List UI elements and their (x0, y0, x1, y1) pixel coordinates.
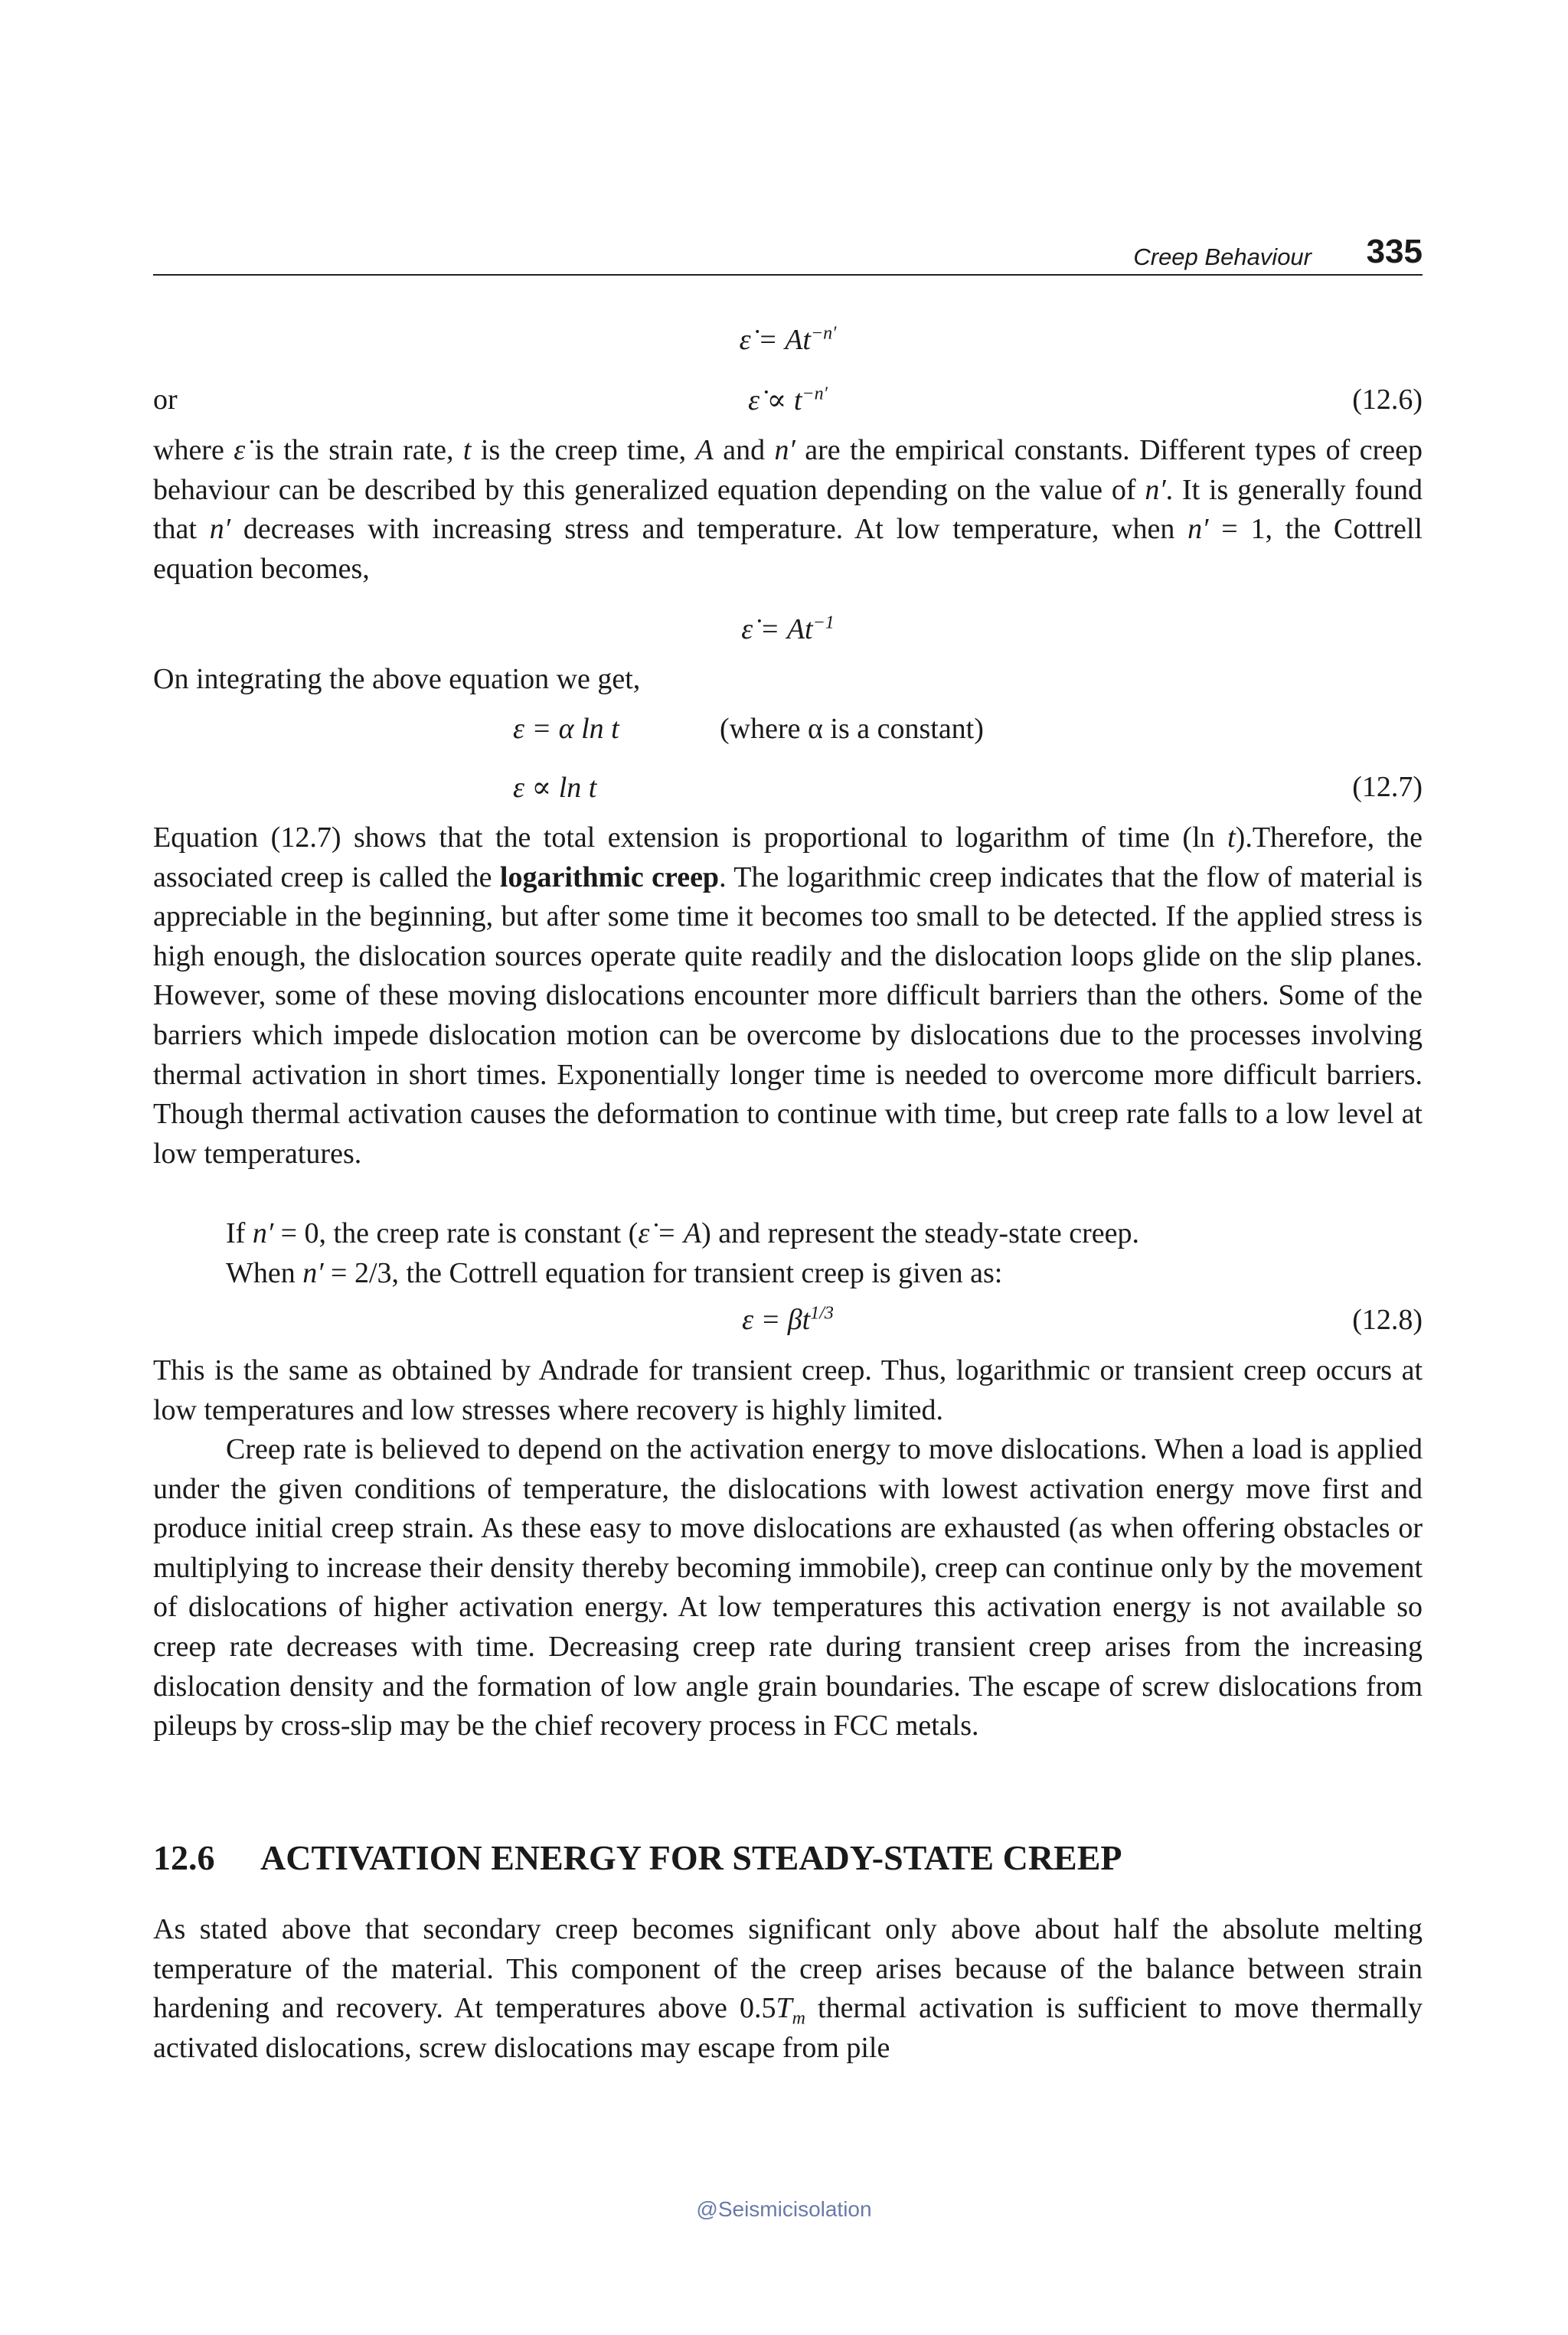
running-header (153, 230, 1423, 276)
section-heading (153, 1837, 1122, 1878)
page-number: 335 (1366, 233, 1423, 270)
paragraph-logarithmic-creep: Equation (12.7) shows that the total extension is proportional to logarithm of time (ln t).Therefore, the associated creep is called the logarithmic creep. The logarithmic creep indicates that the flow of material is appreciable in the beginning, but after some time it becomes too small to be detected. If the applied stress is high enough, the dislocation sources operate quite readily and the dislocation loops glide on the slip planes. However, some of these moving dislocations encounter more difficult barriers than the others. Some of the barriers which impede dislocation motion can be overcome by dislocations due to the processes involving thermal activation in short times. Exponentially longer time is needed to overcome more difficult barriers. Though thermal activation causes the deformation to continue with time, but creep rate falls to a low level at low temperatures. (153, 821, 1423, 1170)
paragraph-andrade: This is the same as obtained by Andrade for transient creep. Thus, logarithmic or transient creep occurs at low temperatures and low stresses where recovery is highly limited. (153, 1354, 1423, 1426)
watermark: @Seismicisolation (696, 2197, 872, 2221)
equation-body: ε ∝ ln t (513, 772, 597, 804)
section-number: 12.6 (153, 1838, 215, 1877)
equation-cottrell-low-temp (153, 612, 1423, 652)
equation-body: $\varepsilon = \beta t^{1/3}$ (742, 1303, 834, 1336)
equation-12-6 (153, 383, 1423, 423)
paragraph-transient: When n′ = 2/3, the Cottrell equation for transient creep is given as: (226, 1257, 1003, 1289)
paragraph-integrating: On integrating the above equation we get, (153, 663, 641, 695)
equation-number: (12.8) (1352, 1304, 1423, 1336)
equation-12-8 (153, 1303, 1423, 1343)
equation-body: ε̇ = $At^{-n'}$ (739, 323, 837, 356)
equation-lead-word: or (153, 384, 178, 416)
equation-logarithmic (153, 712, 1423, 752)
paragraph-steady-state: If n′ = 0, the creep rate is constant (ε̇ = A) and represent the steady-state creep. (226, 1217, 1139, 1249)
paragraph-secondary-creep: As stated above that secondary creep becomes significant only above about half the absolute melting temperature of the material. This component of the creep arises because of the balance between strain hardening and recovery. At temperatures above $0.5T_m$ thermal activation is sufficient to move thermally activated dislocations, screw dislocations may escape from pile (153, 1913, 1423, 2064)
equation-body: ε̇ = $At^{-1}$ (741, 612, 835, 645)
equation-strain-rate (153, 323, 1423, 363)
equation-body: ε̇ ∝ $t^{-n'}$ (748, 384, 828, 416)
equation-body: ε = α ln t (513, 713, 619, 745)
paragraph-activation-energy: Creep rate is believed to depend on the activation energy to move dislocations. When a load is applied under the given conditions of temperature, the dislocations with lowest activation energy move first and produce initial creep strain. As these easy to move dislocations are exhausted (as when offering obstacles or multiplying to increase their density thereby becoming immobile), creep can continue only by the movement of dislocations of higher activation energy. At low temperatures this activation energy is not available so creep rate decreases with time. Decreasing creep rate during transient creep arises from the increasing dislocation density and the formation of low angle grain boundaries. The escape of screw dislocations from pileups by cross-slip may be the chief recovery process in FCC metals. (153, 1433, 1423, 1742)
running-header-title: Creep Behaviour (1133, 243, 1312, 270)
equation-note: (where α is a constant) (720, 713, 984, 745)
paragraph-definitions: where ε̇ is the strain rate, t is the creep time, A and n′ are the empirical constants. Different types of creep behaviour can be described by this generalized equation depending on the value of n′. It is generally found that n′ decreases with increasing stress and temperature. At low temperature, when n′ = 1, the Cottrell equation becomes, (153, 434, 1423, 585)
equation-12-7 (153, 770, 1423, 810)
section-title: ACTIVATION ENERGY FOR STEADY-STATE CREEP (260, 1838, 1122, 1877)
equation-number: (12.7) (1352, 771, 1423, 803)
equation-number: (12.6) (1352, 384, 1423, 416)
